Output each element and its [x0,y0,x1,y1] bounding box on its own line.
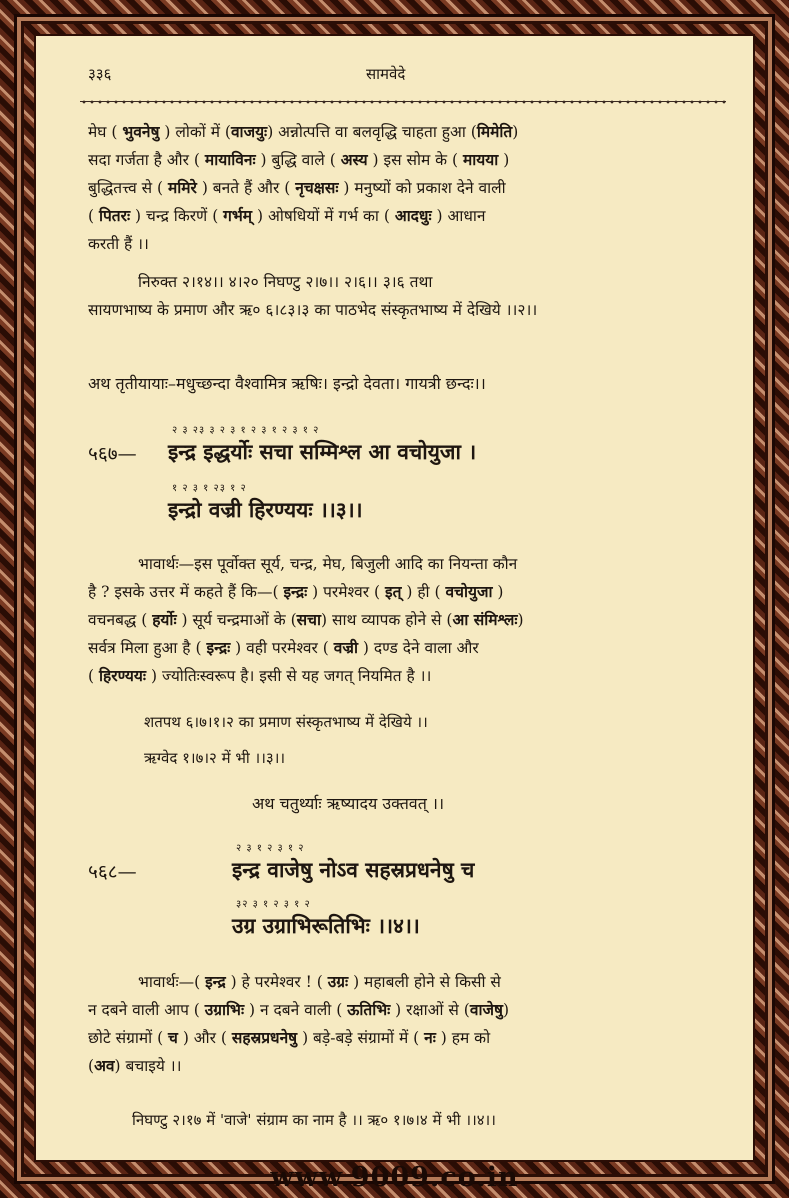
text-line: भावार्थः—( इन्द्र ) हे परमेश्वर ! ( उग्रः ) महाबली होने से किसी से [138,972,501,991]
commentary-block-1 [88,118,738,258]
reference-line: शतपथ ६।७।१।२ का प्रमाण संस्कृतभाष्य में देखिये ।। [144,713,428,731]
text-line: न दबने वाली आप ( उग्राभिः ) न दबने वाली ( ऊतिभिः ) रक्षाओं से (वाजेषु) [88,1000,509,1019]
reference-line: निघण्टु २।१७ में 'वाजे' संग्राम का नाम है ।। ऋ० १।७।४ में भी ।।४।। [132,1111,496,1129]
verse-4-line-2: उग्र उग्राभिरूतिभिः ।।४।। [232,913,420,938]
verse-4-line-1: इन्द्र वाजेषु नोऽव सहस्रप्रधनेषु च [232,857,475,882]
verse-3-accents-2: १ २ ३ १ २३ १ २ [172,483,247,494]
bhavartha-block-3 [88,550,738,690]
page-title: सामवेदे [366,65,406,83]
page-number: ३३६ [88,65,112,83]
text-line: वचनबद्ध ( हर्योः ) सूर्य चन्द्रमाओं के (सचा) साथ व्यापक होने से (आ संमिश्लः) [88,610,524,629]
text-line: (अव) बचाइये ।। [88,1056,182,1075]
verse-4-accents-1: २ ३ १ २ ३ १ २ [236,843,305,854]
verse-4-intro: अथ चतुर्थ्याः ऋष्यादय उक्तवत् ।। [252,794,445,813]
verse-3-intro: अथ तृतीयायाः–मधुच्छन्दा वैश्वामित्र ऋषिः। इन्द्रो देवता। गायत्री छन्दः।। [88,374,486,393]
website-footer: www.9009.co.in [270,1162,519,1193]
verse-3-line-1: इन्द्र इद्धर्योः सचा सम्मिश्ल आ वचोयुजा । [168,439,477,464]
verse-4-number: ५६८— [88,861,137,883]
text-line: छोटे संग्रामों ( च ) और ( सहस्रप्रधनेषु ) बड़े-बड़े संग्रामों में ( नः ) हम को [88,1028,491,1047]
verse-3-number: ५६७— [88,443,137,465]
book-page [34,34,755,1162]
reference-line: ऋग्वेद १।७।२ में भी ।।३।। [144,749,286,767]
text-line: सदा गर्जता है और ( मायाविनः ) बुद्धि वाले ( अस्य ) इस सोम के ( मायया ) [88,150,510,169]
header-divider [80,98,726,106]
text-line: ( हिरण्ययः ) ज्योतिःस्वरूप है। इसी से यह जगत् नियमित है ।। [88,666,432,685]
text-line: बुद्धितत्त्व से ( ममिरे ) बनते हैं और ( नृचक्षसः ) मनुष्यों को प्रकाश देने वाली [88,178,506,197]
reference-line: सायणभाष्य के प्रमाण और ऋ० ६।८३।३ का पाठभेद संस्कृतभाष्य में देखिये ।।२।। [88,301,538,319]
text-line: भावार्थः—इस पूर्वोक्त सूर्य, चन्द्र, मेघ, बिजुली आदि का नियन्ता कौन [138,555,518,573]
text-line: करती हैं ।। [88,235,149,253]
verse-4-accents-2: ३२ ३ १ २ ३ १ २ [236,899,311,910]
text-line: ( पितरः ) चन्द्र किरणें ( गर्भम् ) ओषधियों में गर्भ का ( आदधुः ) आधान [88,206,486,225]
bhavartha-block-4 [88,968,738,1080]
verse-3-accents-1: २ ३ २३ ३ २ ३ १ २ ३ १ २ ३ १ २ [172,425,320,436]
text-line: मेघ ( भुवनेषु ) लोकों में (वाजयुः) अन्नोत्पत्ति वा बलवृद्धि चाहता हुआ (मिमेति) [88,122,519,141]
reference-line: निरुक्त २।१४।। ४।२० निघण्टु २।७।। २।६।। ३।६ तथा [138,273,433,291]
reference-block-1 [88,268,738,324]
text-line: है ? इसके उत्तर में कहते हैं कि—( इन्द्रः ) परमेश्वर ( इत् ) ही ( वचोयुजा ) [88,582,504,601]
verse-3-line-2: इन्द्रो वज्री हिरण्ययः ।।३।। [168,497,363,522]
text-line: सर्वत्र मिला हुआ है ( इन्द्रः ) वही परमेश्वर ( वज्री ) दण्ड देने वाला और [88,638,479,657]
